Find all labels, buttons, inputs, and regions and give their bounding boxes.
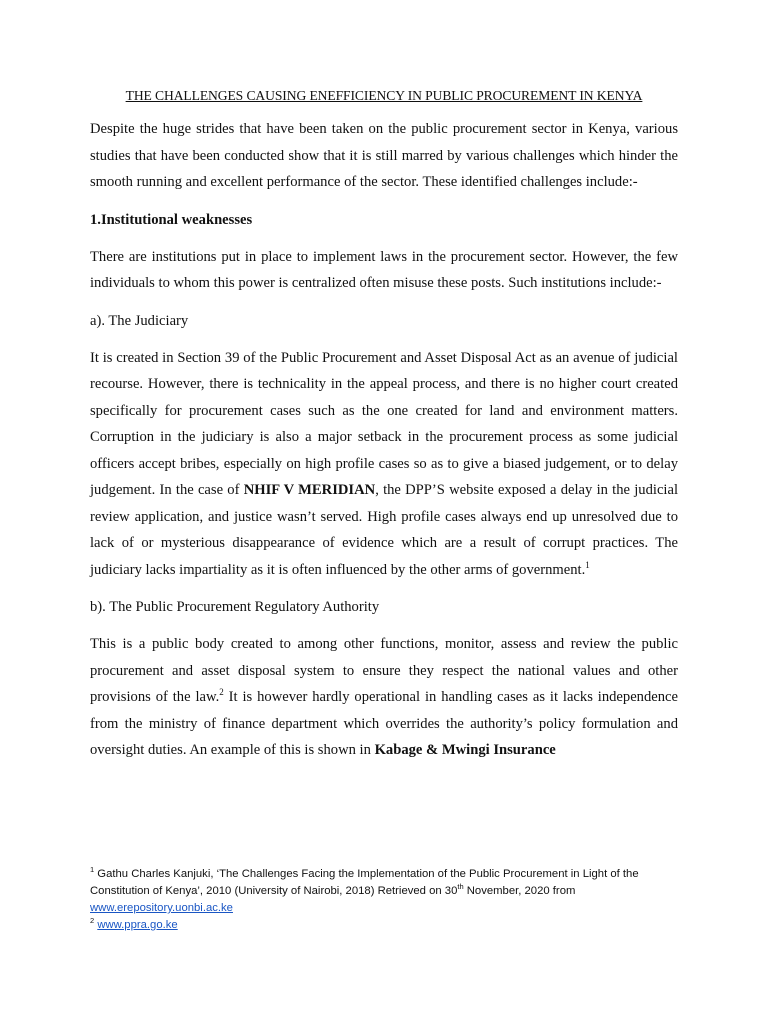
document-title: THE CHALLENGES CAUSING ENEFFICIENCY IN PUBLIC PROCUREMENT IN KENYA xyxy=(125,88,643,103)
footnote-1 xyxy=(90,866,678,917)
intro-paragraph: Despite the huge strides that have been taken on the public procurement sector in Kenya, various studies that have been conducted show that it is still marred by various challenges which hinder the smooth running and excellent performance of the sector. These identified challenges include:- xyxy=(90,121,678,190)
footnote-1-number: 1 xyxy=(90,865,95,875)
ppra-text-1: This is a public body created to among other functions, monitor, assess and review the public procurement and asset disposal system to ensure they respect the national values and other provisions of the law. xyxy=(90,636,678,705)
section1-paragraph: There are institutions put in place to implement laws in the procurement sector. However, the few individuals to whom this power is centralized often misuse these posts. Such institutions include:- xyxy=(90,248,678,291)
footnotes xyxy=(90,866,678,934)
ppra-paragraph xyxy=(90,631,678,764)
footnote-1-text: Gathu Charles Kanjuki, ‘The Challenges Facing the Implementation of the Public Procurement in Light of the Constitution of Kenya’, 2010 (University of Nairobi, 2018) Retrieved on 30 xyxy=(90,868,639,897)
footnote-2 xyxy=(90,917,678,934)
subheading-ppra: b). The Public Procurement Regulatory Authority xyxy=(90,599,380,615)
footnote-2-number: 2 xyxy=(90,916,95,926)
footnote-2-link[interactable]: www.ppra.go.ke xyxy=(97,919,178,931)
document-page xyxy=(90,88,678,775)
judiciary-paragraph xyxy=(90,345,678,584)
footnote-1-text-2: November, 2020 from xyxy=(463,885,576,897)
ppra-text-2: It is however hardly operational in handling cases as it lacks independence from the ministry of finance department which overrides the authority’s policy formulation and oversight duties. An example of this is shown in xyxy=(90,689,679,758)
footnote-ref-2[interactable]: 2 xyxy=(219,687,224,698)
judiciary-text-1: It is created in Section 39 of the Public Procurement and Asset Disposal Act as an avenue of judicial recourse. However, there is technicality in the appeal process, and there is no higher court created specifically for procurement cases such as the one created for land and environment matters. Corruption in the judiciary is also a major setback in the procurement process as some judicial officers accept bribes, especially on high profile cases so as to give a biased judgement, or to delay judgement. In the case of xyxy=(90,349,678,498)
case-name-nhif-meridian: NHIF V MERIDIAN xyxy=(243,482,376,498)
footnote-1-link[interactable]: www.erepository.uonbi.ac.ke xyxy=(90,902,233,914)
footnote-1-ordinal: th xyxy=(457,882,464,892)
footnote-ref-1[interactable]: 1 xyxy=(585,559,590,570)
subheading-judiciary: a). The Judiciary xyxy=(90,312,189,329)
section-heading-institutional-weaknesses: 1.Institutional weaknesses xyxy=(90,211,253,228)
case-name-kabage-mwingi: Kabage & Mwingi Insurance xyxy=(374,742,556,758)
judiciary-text-2: , the DPP’S website exposed a delay in the judicial review application, and justice wasn’t served. High profile cases always end up unresolved due to lack of or mysterious disappearance of evidence which are a result of corrupt practices. The judiciary lacks impartiality as it is often influenced by the other arms of government. xyxy=(90,482,679,578)
